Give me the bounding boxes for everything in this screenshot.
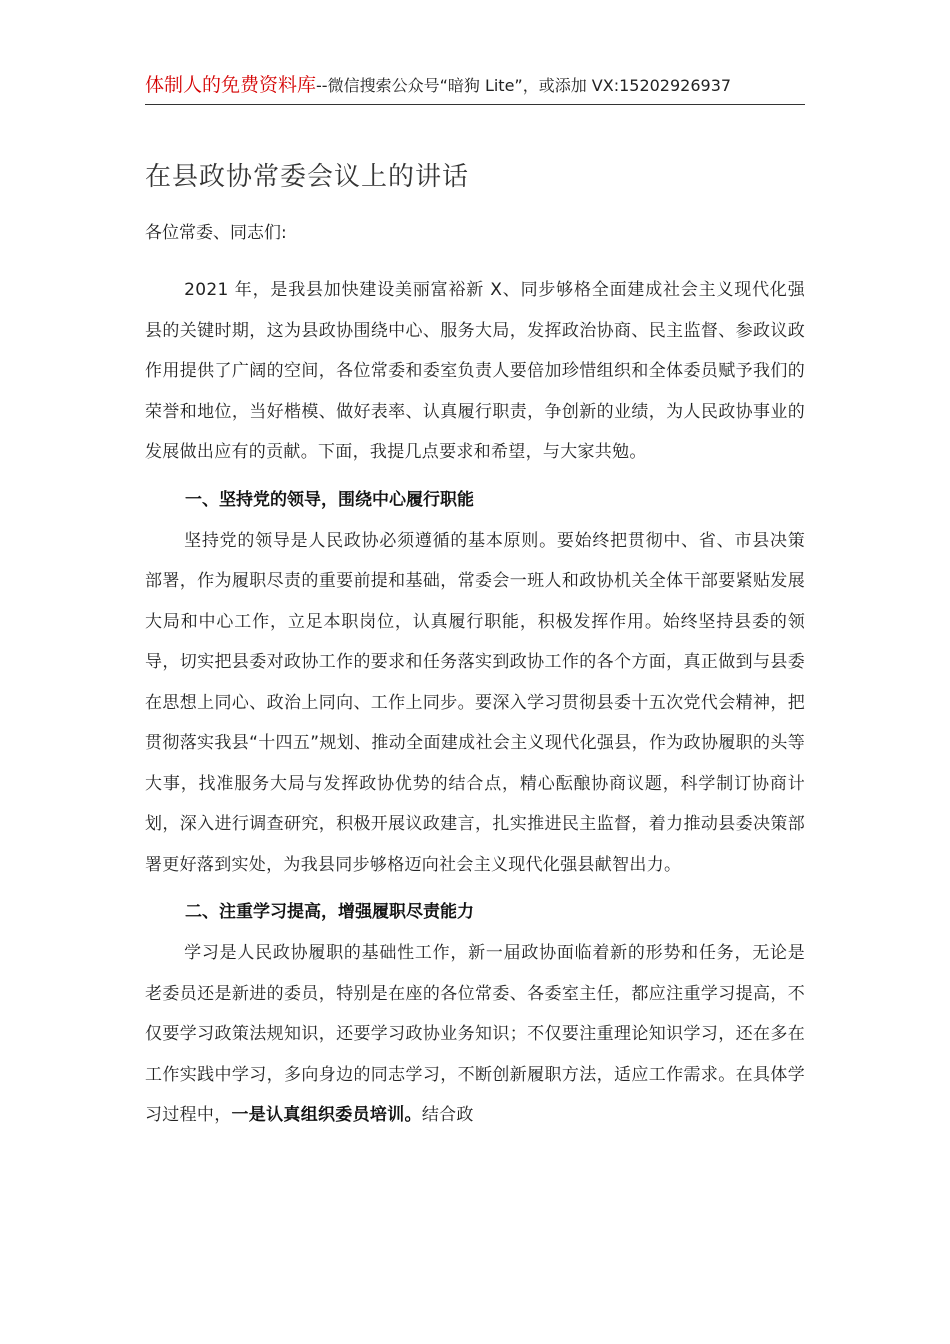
- document-page: [145, 0, 805, 1344]
- document-body: [145, 270, 805, 1136]
- salutation: 各位常委、同志们:: [145, 223, 287, 243]
- intro-paragraph: 2021 年，是我县加快建设美丽富裕新 X、同步够格全面建成社会主义现代化强县的关键时期，这为县政协围绕中心、服务大局，发挥政治协商、民主监督、参政议政作用提供了广阔的空间，各位常委和委室负责人要倍加珍惜组织和全体委员赋予我们的荣誉和地位，当好楷模、做好表率、认真履行职责，争创新的业绩，为人民政协事业的发展做出应有的贡献。下面，我提几点要求和希望，与大家共勉。: [145, 280, 805, 462]
- header-brand: 体制人的免费资料库: [145, 74, 317, 96]
- section-2-paragraph: [145, 933, 805, 1136]
- section-2-text-start: 学习是人民政协履职的基础性工作，新一届政协面临着新的形势和任务，无论是老委员还是新进的委员，特别是在座的各位常委、各委室主任，都应注重学习提高，不仅要学习政策法规知识，还要学习政协业务知识；不仅要注重理论知识学习，还在多在工作实践中学习，多向身边的同志学习，不断创新履职方法，适应工作需求。在具体学习过程中，: [145, 943, 805, 1125]
- section-heading-1: 一、坚持党的领导，围绕中心履行职能: [185, 489, 474, 510]
- header-note: --微信搜索公众号“暗狗 Lite”，或添加 VX:15202926937: [316, 76, 732, 95]
- section-heading-2: 二、注重学习提高，增强履职尽责能力: [185, 902, 474, 922]
- page-header: [145, 70, 805, 105]
- document-title: 在县政协常委会议上的讲话: [145, 162, 470, 192]
- section-2-bold-point: 一是认真组织委员培训。: [231, 1105, 422, 1125]
- section-1-paragraph: 坚持党的领导是人民政协必须遵循的基本原则。要始终把贯彻中、省、市县决策部署，作为履职尽责的重要前提和基础，常委会一班人和政协机关全体干部要紧贴发展大局和中心工作，立足本职岗位，认真履行职能，积极发挥作用。始终坚持县委的领导，切实把县委对政协工作的要求和任务落实到政协工作的各个方面，真正做到与县委在思想上同心、政治上同向、工作上同步。要深入学习贯彻县委十五次党代会精神，把贯彻落实我县“十四五”规划、推动全面建成社会主义现代化强县，作为政协履职的头等大事，找准服务大局与发挥政协优势的结合点，精心酝酿协商议题，科学制订协商计划，深入进行调查研究，积极开展议政建言，扎实推进民主监督，着力推动县委决策部署更好落到实处，为我县同步够格迈向社会主义现代化强县献智出力。: [145, 530, 805, 875]
- section-2-text-end: 结合政: [421, 1105, 474, 1125]
